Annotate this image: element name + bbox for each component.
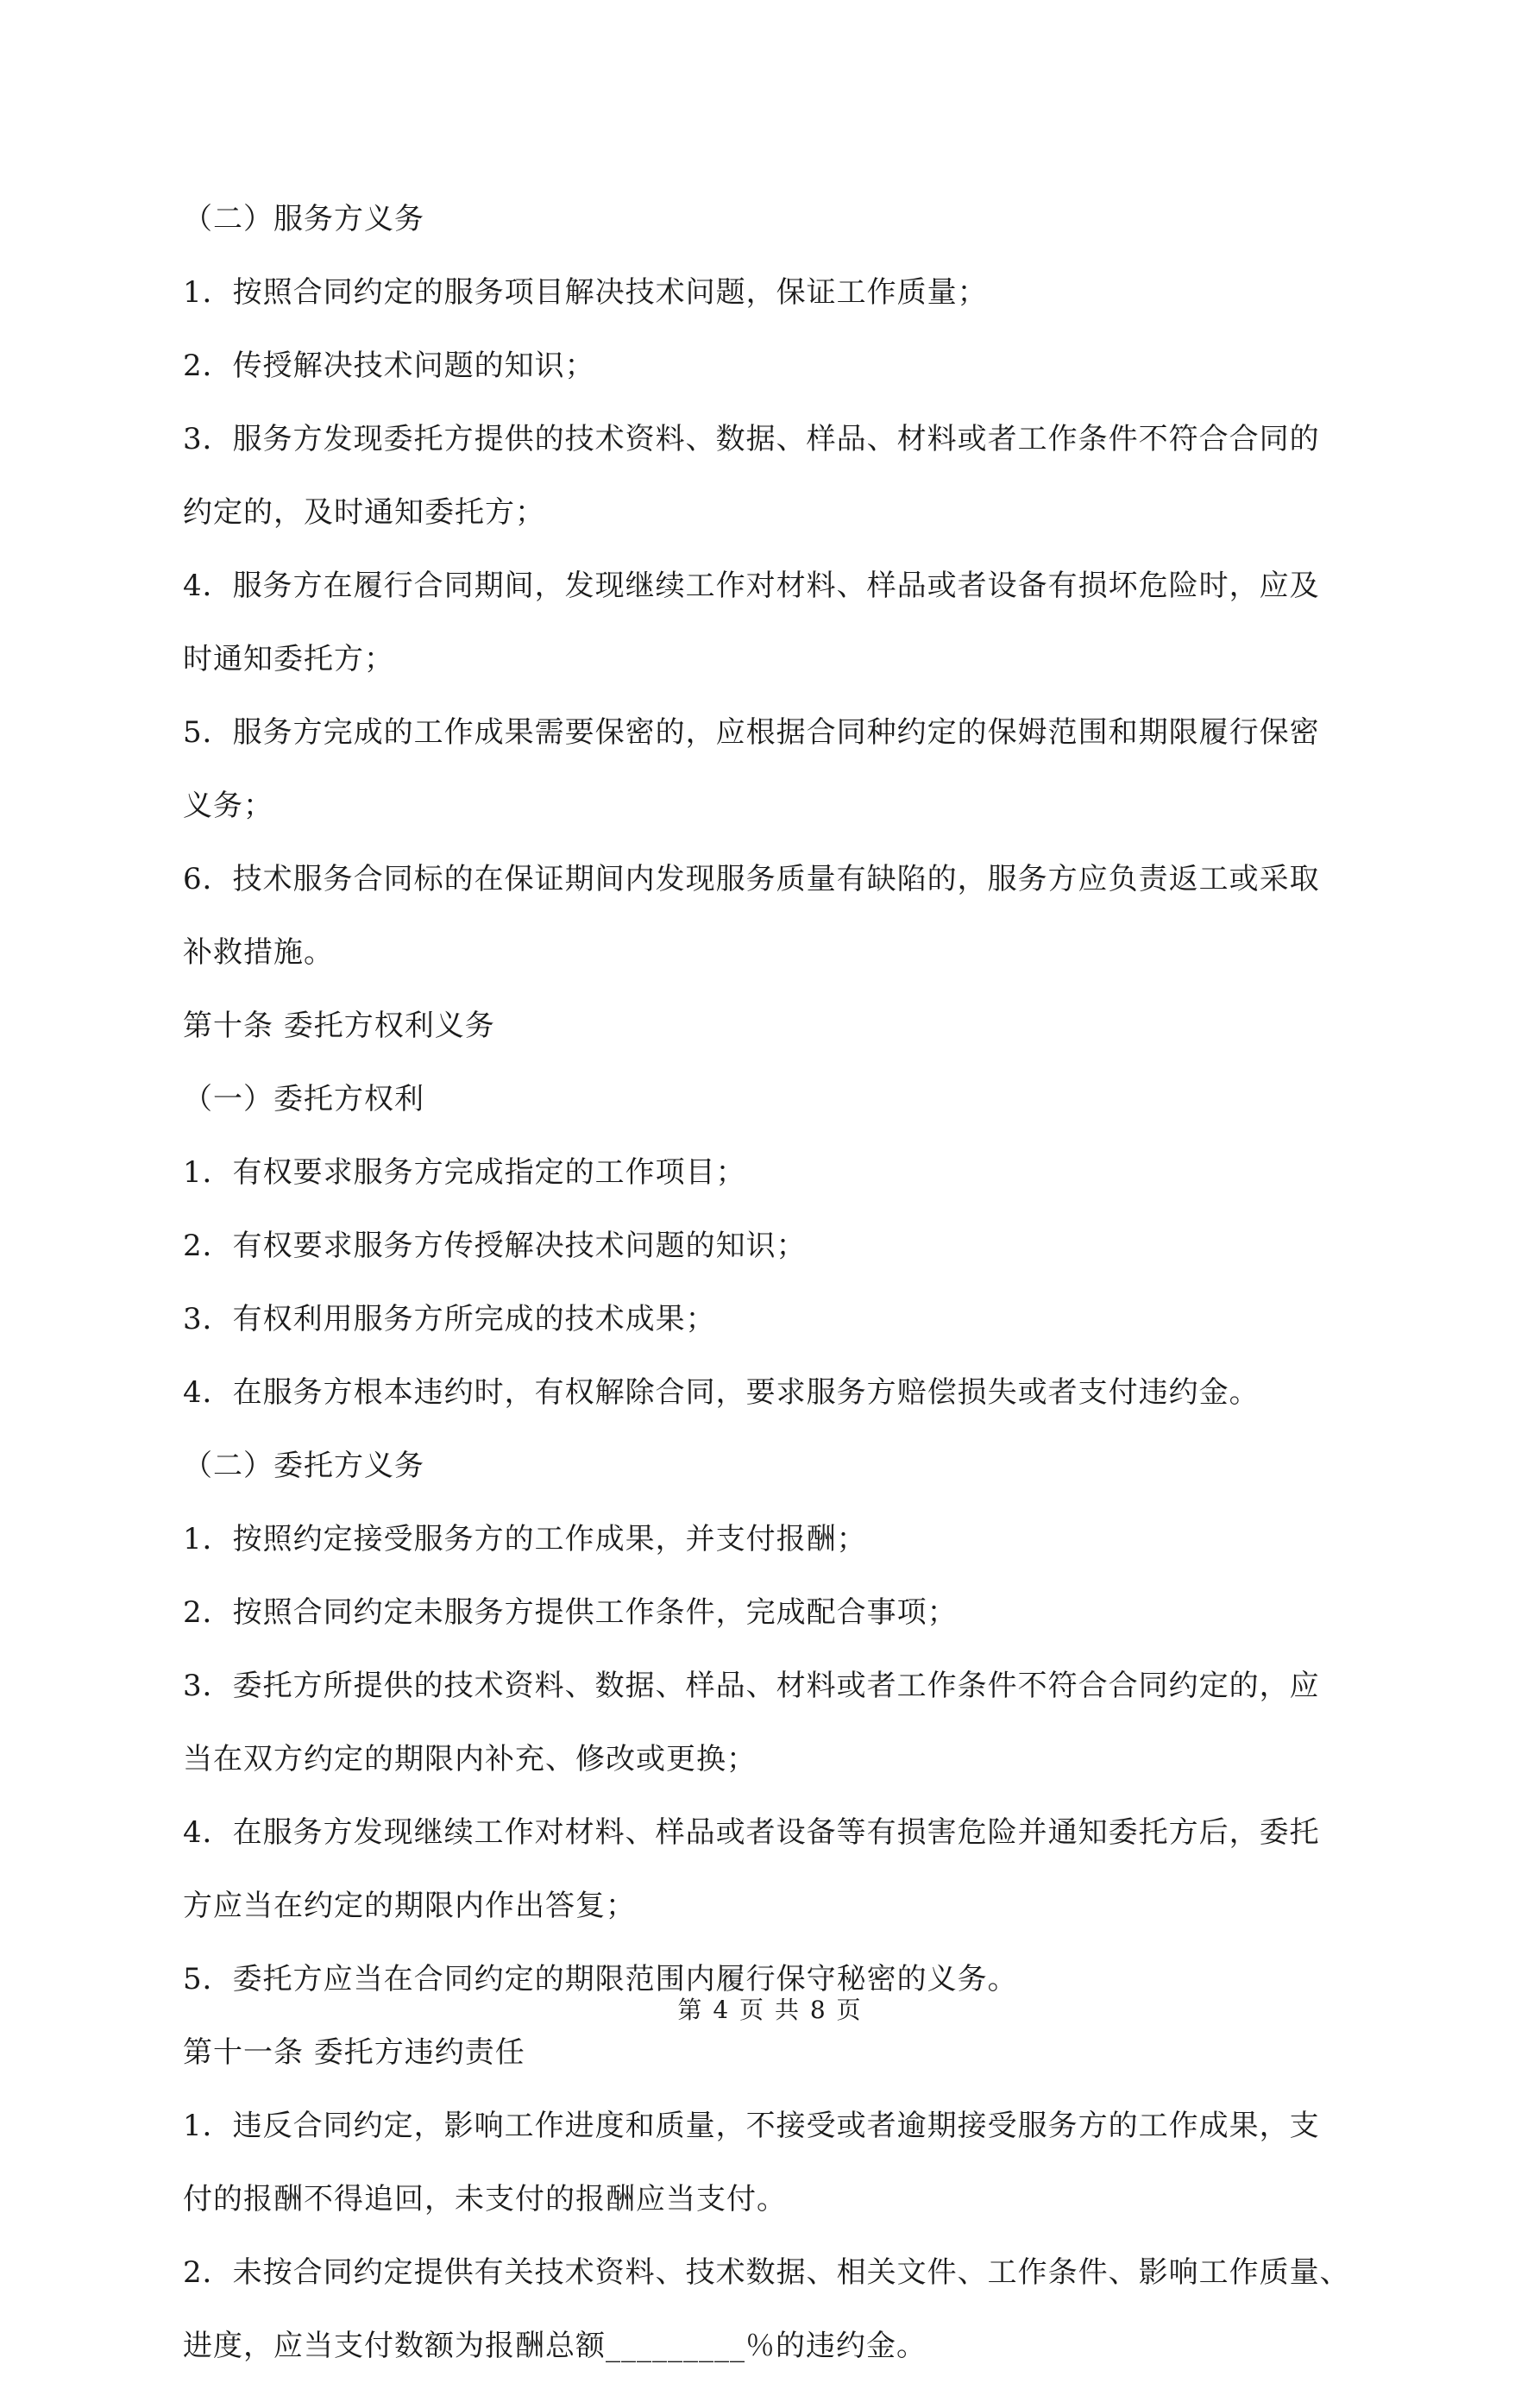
paragraph-line: 2．有权要求服务方传授解决技术问题的知识； bbox=[183, 1229, 807, 1263]
paragraph-line: 1．按照约定接受服务方的工作成果，并支付报酬； bbox=[183, 1522, 867, 1556]
section-heading: （二）委托方义务 bbox=[183, 1449, 424, 1483]
section-heading: （一）委托方权利 bbox=[183, 1082, 424, 1116]
paragraph-line: 2．未按合同约定提供有关技术资料、技术数据、相关文件、工作条件、影响工作质量、 bbox=[183, 2255, 1350, 2290]
paragraph-line: 方应当在约定的期限内作出答复； bbox=[183, 1889, 636, 1923]
paragraph-line: 6．技术服务合同标的在保证期间内发现服务质量有缺陷的，服务方应负责返工或采取 bbox=[183, 862, 1320, 896]
paragraph-line: 3．有权利用服务方所完成的技术成果； bbox=[183, 1302, 716, 1336]
paragraph-line: 3．委托方所提供的技术资料、数据、样品、材料或者工作条件不符合合同约定的，应 bbox=[183, 1669, 1320, 1703]
paragraph-line: 进度，应当支付数额为报酬总额_________％的违约金。 bbox=[183, 2329, 927, 2363]
paragraph-line: 3．服务方发现委托方提供的技术资料、数据、样品、材料或者工作条件不符合合同的 bbox=[183, 422, 1320, 456]
paragraph-line: 1．按照合同约定的服务项目解决技术问题，保证工作质量； bbox=[183, 275, 988, 310]
paragraph-line: 1．违反合同约定，影响工作进度和质量，不接受或者逾期接受服务方的工作成果，支 bbox=[183, 2109, 1320, 2143]
paragraph-line: 补救措施。 bbox=[183, 935, 334, 970]
paragraph-line: 义务； bbox=[183, 789, 273, 823]
section-heading: （二）服务方义务 bbox=[183, 202, 424, 236]
paragraph-line: 1．有权要求服务方完成指定的工作项目； bbox=[183, 1155, 746, 1190]
paragraph-line: 约定的，及时通知委托方； bbox=[183, 495, 545, 530]
paragraph-line: 2．传授解决技术问题的知识； bbox=[183, 349, 595, 383]
article-heading: 第十一条 委托方违约责任 bbox=[183, 2035, 525, 2070]
paragraph-line: 4．在服务方根本违约时，有权解除合同，要求服务方赔偿损失或者支付违约金。 bbox=[183, 1375, 1260, 1410]
paragraph-line: 时通知委托方； bbox=[183, 642, 394, 676]
paragraph-line: 4．服务方在履行合同期间，发现继续工作对材料、样品或者设备有损坏危险时，应及 bbox=[183, 569, 1320, 603]
paragraph-line: 当在双方约定的期限内补充、修改或更换； bbox=[183, 1742, 757, 1776]
document-body bbox=[183, 183, 1369, 2383]
article-heading: 第十条 委托方权利义务 bbox=[183, 1009, 495, 1043]
paragraph-line: 付的报酬不得追回，未支付的报酬应当支付。 bbox=[183, 2182, 787, 2216]
paragraph-line: 5．服务方完成的工作成果需要保密的，应根据合同种约定的保姆范围和期限履行保密 bbox=[183, 715, 1320, 750]
paragraph-line: 4．在服务方发现继续工作对材料、样品或者设备等有损害危险并通知委托方后，委托 bbox=[183, 1815, 1320, 1850]
paragraph-line: 5．委托方应当在合同约定的期限范围内履行保守秘密的义务。 bbox=[183, 1962, 1018, 1996]
page-number-footer: 第 4 页 共 8 页 bbox=[677, 1996, 863, 2024]
paragraph-line: 2．按照合同约定未服务方提供工作条件，完成配合事项； bbox=[183, 1595, 958, 1630]
